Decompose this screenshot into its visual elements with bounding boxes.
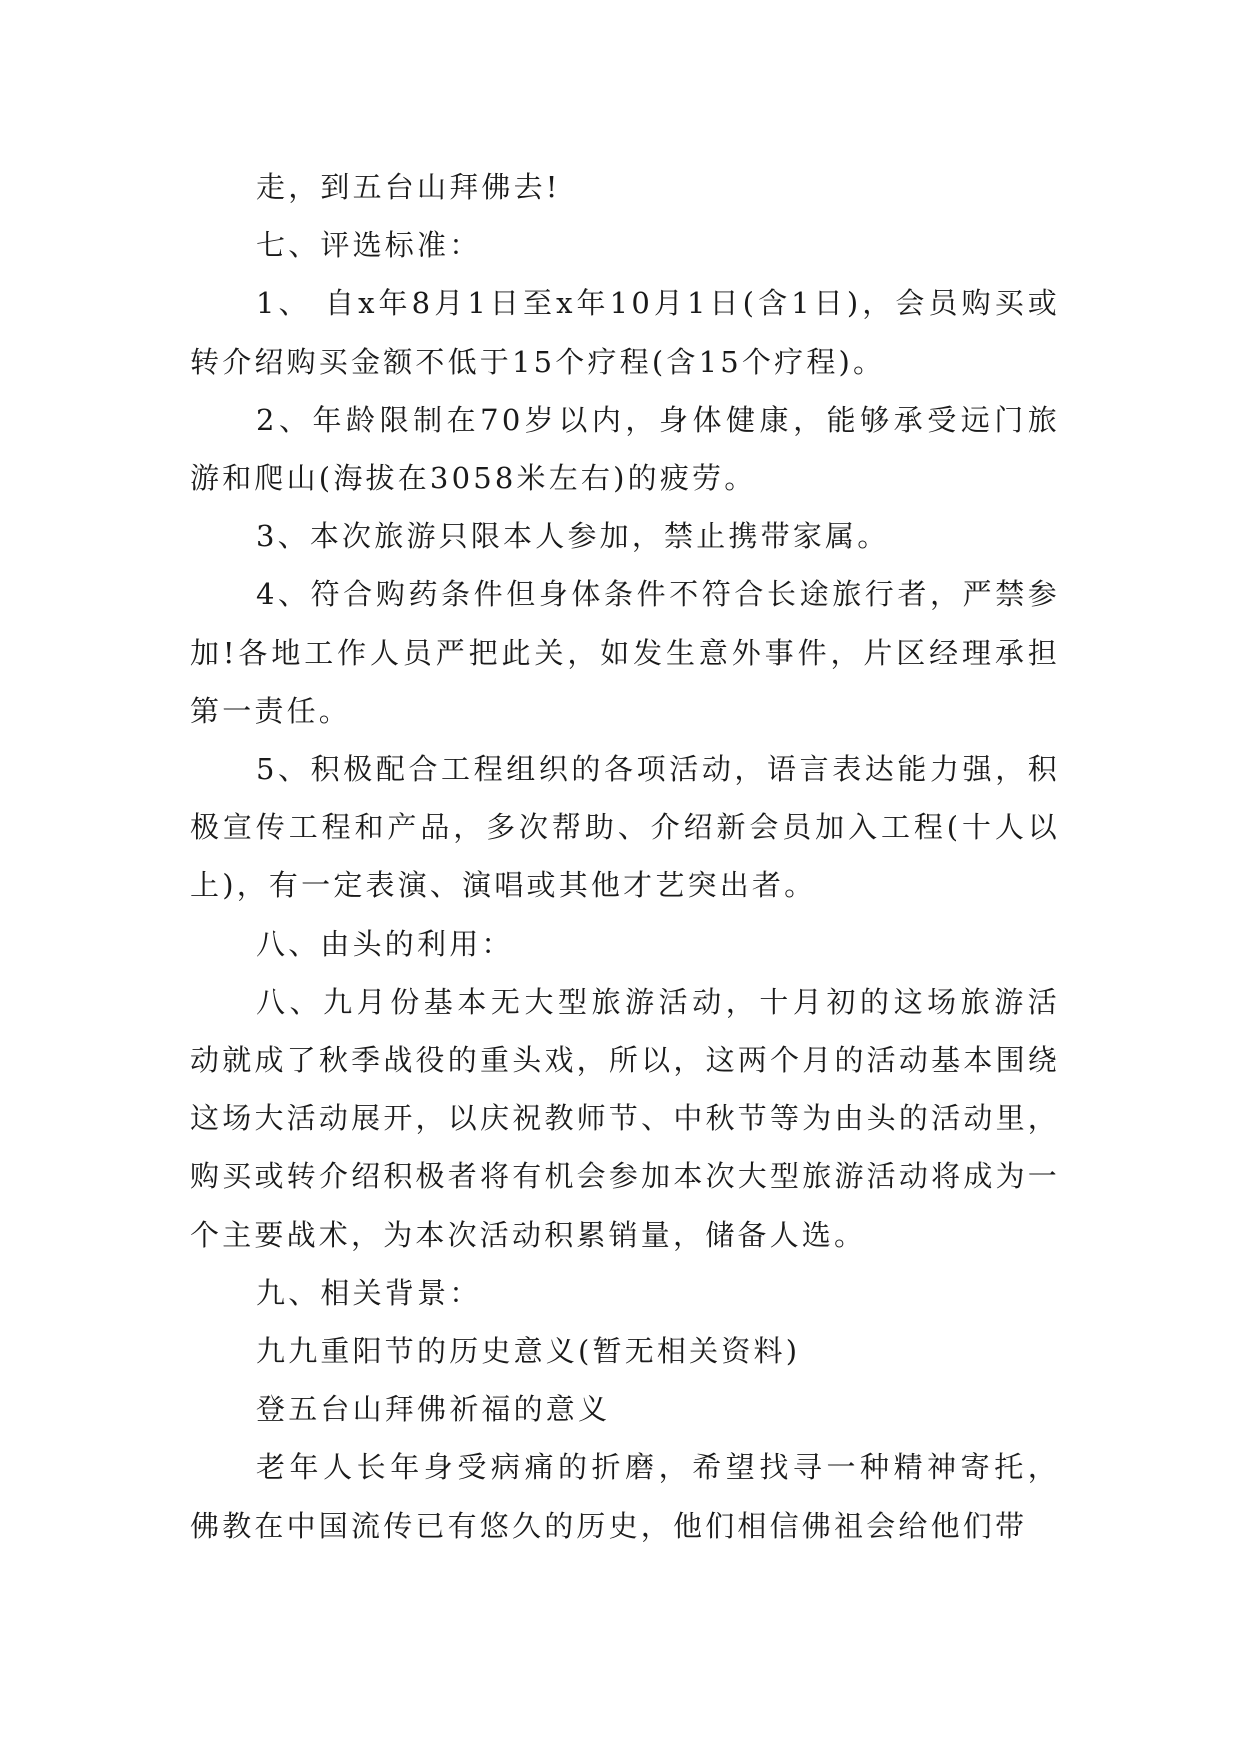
paragraph: 走，到五台山拜佛去!: [256, 170, 561, 204]
paragraph: 4、符合购药条件但身体条件不符合长途旅行者，严禁参加!各地工作人员严把此关，如发生意外事件，片区经理承担第一责任。: [190, 577, 1060, 728]
paragraph: 登五台山拜佛祈福的意义: [256, 1392, 611, 1427]
paragraph: 老年人长年身受病痛的折磨，希望找寻一种精神寄托，佛教在中国流传已有悠久的历史，他们相信佛祖会给他们带: [190, 1450, 1060, 1543]
paragraph: 九九重阳节的历史意义(暂无相关资料): [256, 1334, 801, 1369]
paragraph: 3、本次旅游只限本人参加，禁止携带家属。: [256, 519, 890, 554]
paragraph: 八、九月份基本无大型旅游活动，十月初的这场旅游活动就成了秋季战役的重头戏，所以，这两个月的活动基本围绕这场大活动展开，以庆祝教师节、中秋节等为由头的活动里，购买或转介绍积极者将有机会参加本次大型旅游活动将成为一个主要战术，为本次活动积累销量，储备人选。: [190, 984, 1060, 1252]
section-heading: 八、由头的利用：: [256, 926, 514, 961]
paragraph: 5、积极配合工程组织的各项活动，语言表达能力强，积极宣传工程和产品，多次帮助、介绍新会员加入工程(十人以上)，有一定表演、演唱或其他才艺突出者。: [190, 752, 1060, 903]
paragraph: 2、年龄限制在70岁以内，身体健康，能够承受远门旅游和爬山(海拔在3058米左右)的疲劳。: [190, 402, 1060, 496]
section-heading: 九、相关背景：: [256, 1275, 482, 1310]
section-heading: 七、评选标准：: [256, 228, 482, 263]
paragraph: 1、 自x年8月1日至x年10月1日(含1日)，会员购买或转介绍购买金额不低于15个疗程(含15个疗程)。: [190, 286, 1060, 379]
document-body: [190, 158, 1060, 1555]
